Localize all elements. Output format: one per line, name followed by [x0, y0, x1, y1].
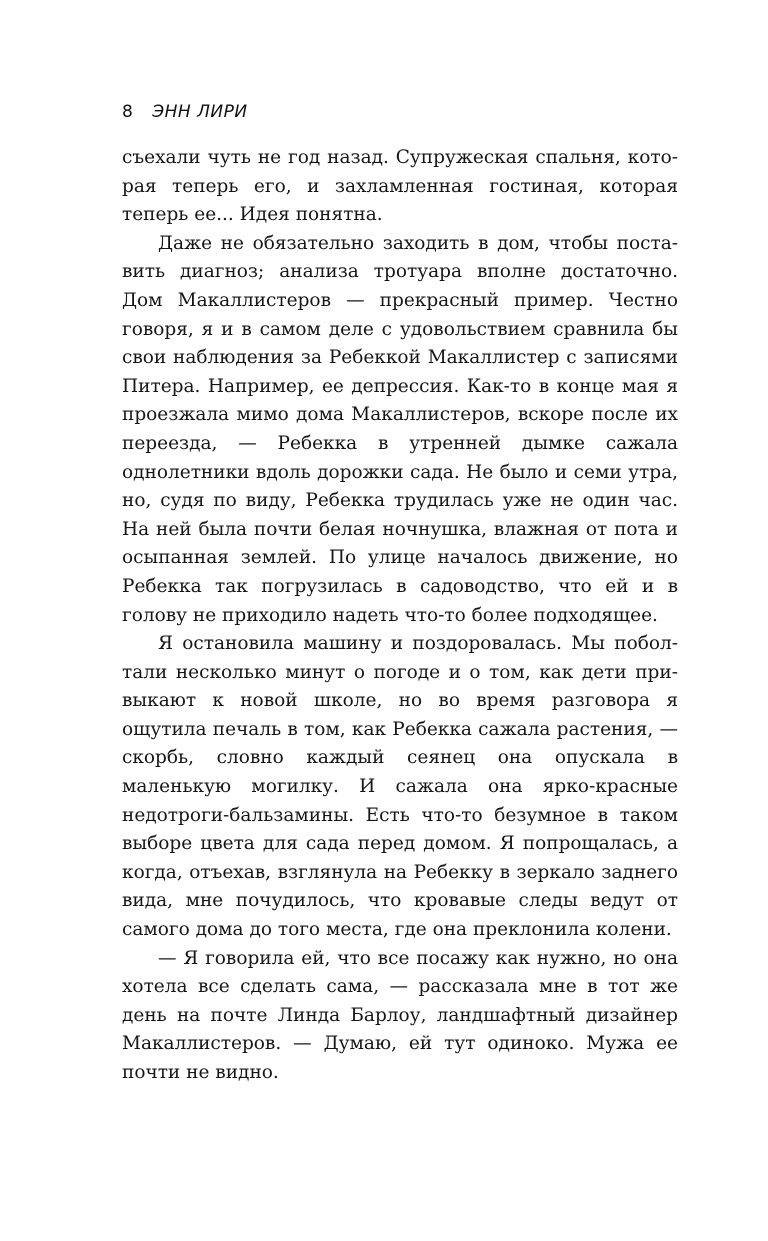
paragraph: Даже не обязательно заходить в дом, чтобы поставить диагноз; анализа тротуара вполне достаточно. Дом Макаллистеров — прекрасный пример. Честно говоря, я и в самом деле с удовольствием сравнила бы свои наблюдения за Ребеккой Макаллистер с записями Питера. Например, ее депрессия. Как-то в конце мая я проезжала мимо дома Макаллистеров, вскоре после их переезда, — Ребекка в утренней дымке сажала однолетники вдоль дорожки сада. Не было и семи утра, но, судя по виду, Ребекка трудилась уже не один час. На ней была почти белая ночнушка, влажная от пота и осыпанная землей. По улице началось движение, но Ребекка так погрузилась в садоводство, что ей и в голову не приходило надеть что-то более подходящее.	[122, 232, 678, 626]
body-text	[122, 144, 678, 1088]
running-head	[122, 100, 248, 124]
author-name: ЭНН ЛИРИ	[152, 102, 248, 122]
page-number: 8	[122, 102, 133, 122]
paragraph: — Я говорила ей, что все посажу как нужно, но она хотела все сделать сама, — рассказала мне в тот же день на почте Линда Барлоу, ландшафтный дизайнер Макаллистеров. — Думаю, ей тут одиноко. Мужа ее почти не видно.	[122, 947, 678, 1083]
paragraph: Я остановила машину и поздоровалась. Мы поболтали несколько минут о погоде и о том, как дети привыкают к новой школе, но во время разговора я ощутила печаль в том, как Ребекка сажала растения, — скорбь, словно каждый сеянец она опускала в маленькую могилку. И сажала она ярко-красные недотроги-бальзамины. Есть что-то безумное в таком выборе цвета для сада перед домом. Я попрощалась, а когда, отъехав, взглянула на Ребекку в зеркало заднего вида, мне почудилось, что кровавые следы ведут от самого дома до того места, где она преклонила колени.	[122, 633, 678, 941]
paragraph: съехали чуть не год назад. Супружеская спальня, которая теперь его, и захламленная гостиная, которая теперь ее... Идея понятна.	[122, 147, 678, 226]
